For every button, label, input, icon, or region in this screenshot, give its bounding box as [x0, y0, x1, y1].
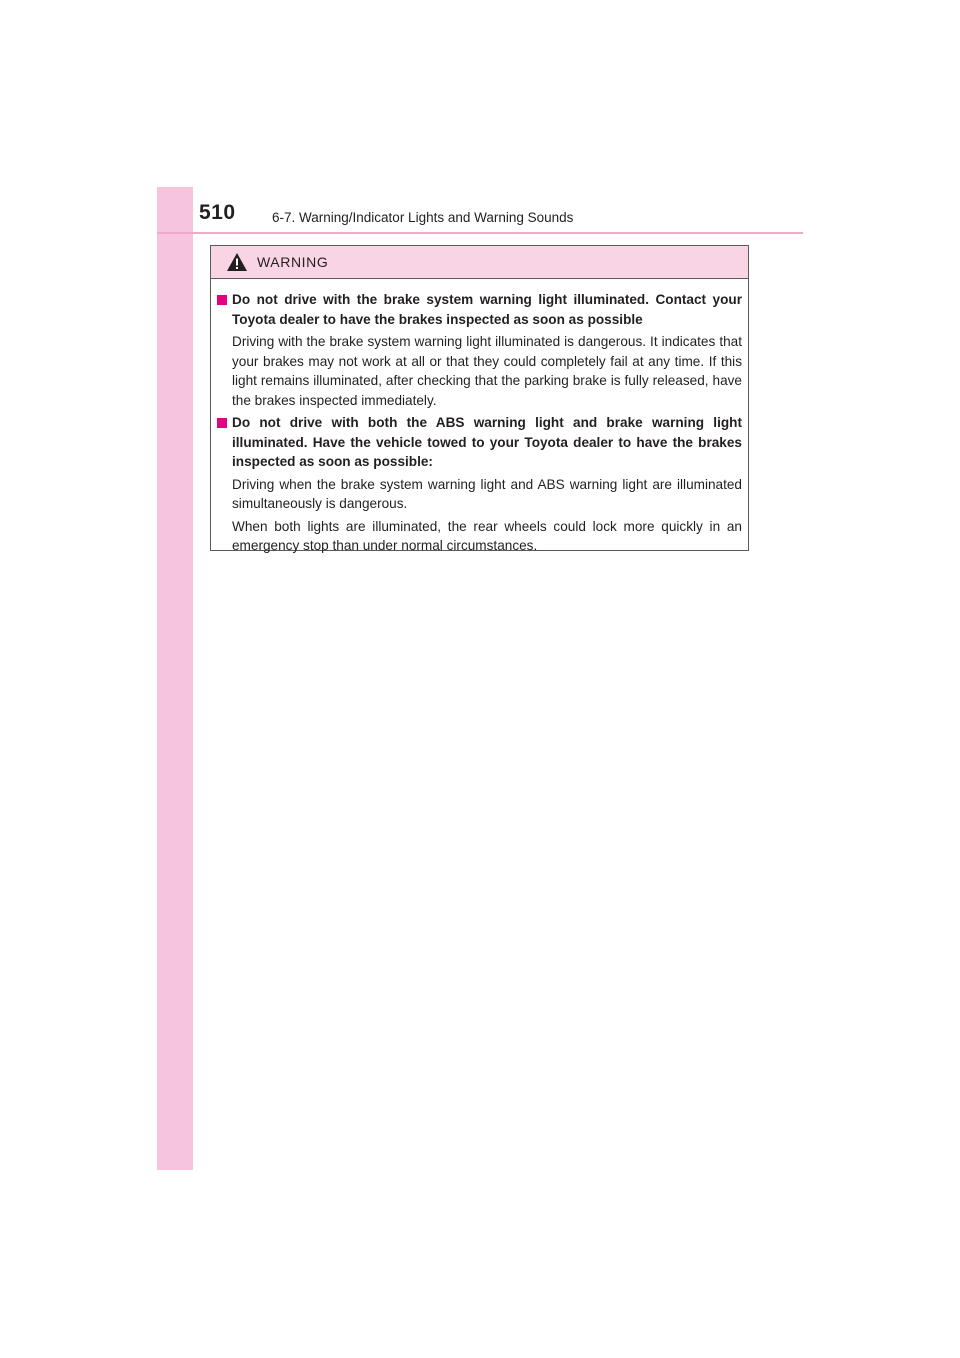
warning-box	[210, 245, 749, 551]
warning-item	[217, 413, 742, 556]
warning-item-text: Driving when the brake system warning light and ABS warning light are illuminated simultaneously is dangerous.	[232, 476, 742, 511]
chapter-side-band	[157, 187, 193, 1170]
warning-item-text: When both lights are illuminated, the rear wheels could lock more quickly in an emergency stop than under normal circumstances.	[232, 518, 742, 553]
square-bullet-icon	[217, 418, 227, 428]
square-bullet-icon	[217, 295, 227, 305]
warning-item	[217, 290, 742, 410]
header-rule	[157, 232, 803, 234]
warning-item-title: Do not drive with the brake system warning light illuminated. Contact your Toyota dealer to have the brakes inspected as soon as possible	[232, 292, 742, 327]
page-number: 510	[199, 201, 236, 224]
warning-item-text: Driving with the brake system warning light illuminated is dangerous. It indicates that your brakes may not work at all or that they could completely fail at any time. If this light remains illuminated, after checking that the parking brake is fully released, have the brakes inspected immediately.	[232, 334, 742, 408]
warning-item-title: Do not drive with both the ABS warning light and brake warning light illuminated. Have the vehicle towed to your Toyota dealer to have the brakes inspected as soon as possible:	[232, 415, 742, 469]
section-title: 6-7. Warning/Indicator Lights and Warning Sounds	[272, 210, 574, 225]
warning-header	[211, 246, 748, 279]
warning-body	[211, 279, 748, 556]
warning-triangle-icon	[226, 252, 248, 272]
warning-label: WARNING	[257, 254, 329, 270]
